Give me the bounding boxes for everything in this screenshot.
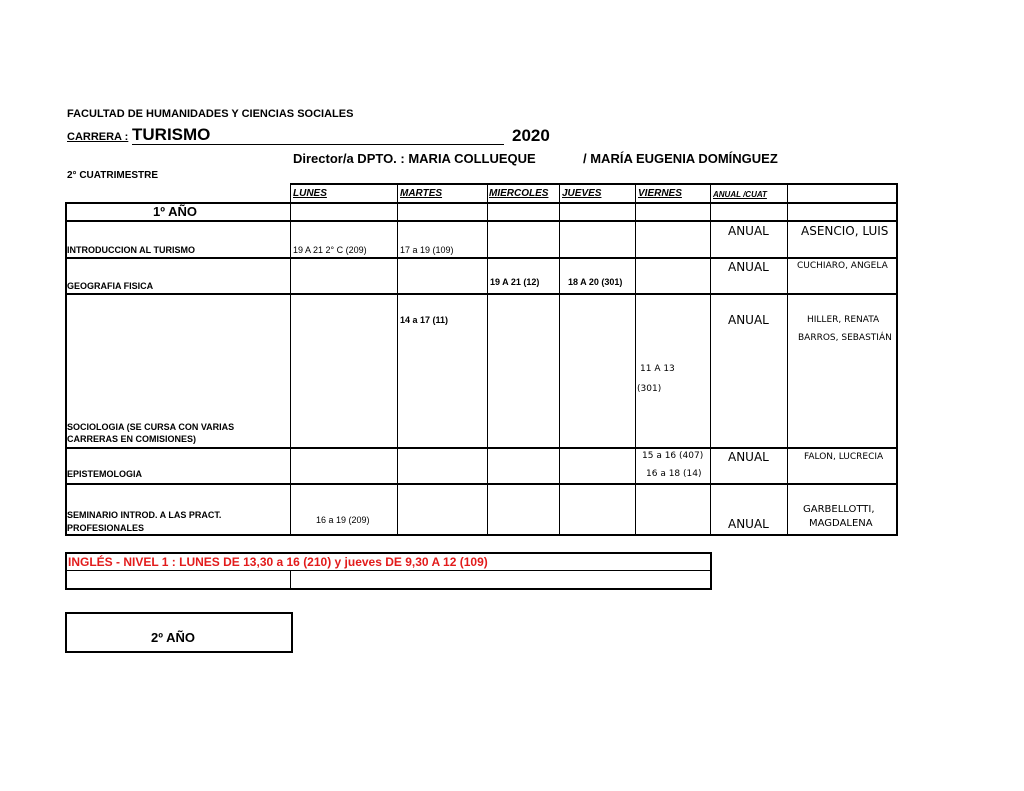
epistemologia-anual: ANUAL [728,450,769,464]
subject-epistemologia: EPISTEMOLOGIA [67,469,143,479]
director-line-2: / MARÍA EUGENIA DOMÍNGUEZ [583,151,778,166]
subject-geografia: GEOGRAFIA FISICA [67,281,154,291]
col-viernes: VIERNES [638,188,682,199]
subject-sociologia-line1: SOCIOLOGIA (SE CURSA CON VARIAS [67,422,235,432]
sociologia-anual: ANUAL [728,313,769,327]
geografia-anual: ANUAL [728,260,769,274]
introduccion-martes: 17 a 19 (109) [400,245,454,255]
faculty-title: FACULTAD DE HUMANIDADES Y CIENCIAS SOCIALES [67,108,354,120]
subject-seminario-line1: SEMINARIO INTROD. A LAS PRACT. [67,510,222,520]
col-jueves: JUEVES [562,188,602,199]
carrera-underline [132,144,504,145]
subject-sociologia-line2: CARRERAS EN COMISIONES) [67,434,197,444]
year1-label: 1º AÑO [153,204,197,219]
year-title: 2020 [512,126,550,145]
seminario-anual: ANUAL [728,517,769,531]
carrera-value: TURISMO [132,125,211,144]
introduccion-lunes: 19 A 21 2° C (209) [293,245,367,255]
seminario-teacher-line2: MAGDALENA [809,518,873,529]
col-miercoles: MIERCOLES [489,188,549,199]
sociologia-teacher-line1: HILLER, RENATA [807,315,880,325]
subject-seminario-line2: PROFESIONALES [67,523,145,533]
geografia-teacher: CUCHIARO, ANGELA [797,261,888,271]
introduccion-teacher: ASENCIO, LUIS [801,224,889,238]
ingles-note: INGLÉS - NIVEL 1 : LUNES DE 13,30 a 16 (210) y jueves DE 9,30 A 12 (109) [68,555,488,569]
year2-label: 2º AÑO [151,630,195,645]
epistemologia-viernes-line2: 16 a 18 (14) [646,469,702,479]
subject-introduccion: INTRODUCCION AL TURISMO [67,245,195,255]
epistemologia-viernes-line1: 15 a 16 (407) [642,451,704,461]
geografia-miercoles: 19 A 21 (12) [490,277,540,287]
sociologia-martes: 14 a 17 (11) [400,315,449,325]
col-anual: ANUAL /CUAT [713,190,767,199]
sociologia-viernes-line1: 11 A 13 [640,364,675,374]
seminario-lunes: 16 a 19 (209) [316,515,370,525]
introduccion-anual: ANUAL [728,224,769,238]
col-lunes: LUNES [293,188,327,199]
epistemologia-teacher: FALON, LUCRECIA [804,452,884,462]
carrera-label: CARRERA : [67,131,129,143]
geografia-jueves: 18 A 20 (301) [568,277,623,287]
cuatrimestre-label: 2° CUATRIMESTRE [67,170,159,181]
seminario-teacher-line1: GARBELLOTTI, [803,504,875,515]
col-martes: MARTES [400,188,443,199]
sociologia-teacher-line2: BARROS, SEBASTIÁN [798,333,892,343]
sociologia-viernes-line2: (301) [637,384,662,394]
director-line: Director/a DPTO. : MARIA COLLUEQUE [293,151,536,166]
